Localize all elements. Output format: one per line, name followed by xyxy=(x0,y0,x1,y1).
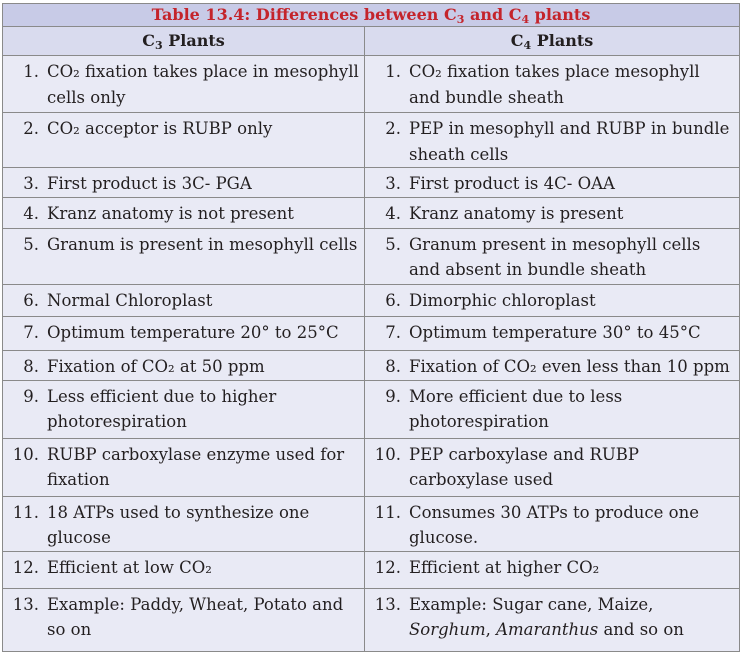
italic-species-name: Sorghum xyxy=(409,620,486,639)
table-row xyxy=(3,228,740,284)
c4-text: Efficient at higher CO₂ xyxy=(409,557,600,577)
c4-text: Example: Sugar cane, Maize, Sorghum, Amaranthus and so on xyxy=(409,594,684,639)
c4-text: Fixation of CO₂ even less than 10 ppm xyxy=(409,356,730,376)
c4-text: First product is 4C- OAA xyxy=(409,174,615,193)
table-row xyxy=(3,197,740,228)
row-number: 2. xyxy=(385,119,401,138)
c3-text: 18 ATPs used to synthesize one glucose xyxy=(47,502,310,547)
table-row xyxy=(3,168,740,198)
table-row xyxy=(3,56,740,113)
row-number: 7. xyxy=(385,322,401,342)
c4-text: Granum present in mesophyll cells and absent in bundle sheath xyxy=(409,234,701,279)
c3-text: Efficient at low CO₂ xyxy=(47,557,212,577)
c4-cell xyxy=(365,113,740,168)
table-row xyxy=(3,380,740,438)
c4-text: CO₂ fixation takes place mesophyll and bundle sheath xyxy=(409,62,700,107)
c3-text: CO₂ acceptor is RUBP only xyxy=(47,119,273,138)
table-row xyxy=(3,438,740,496)
c4-cell xyxy=(365,551,740,588)
column-header-row xyxy=(3,27,740,56)
row-number: 12. xyxy=(12,557,39,577)
c4-cell xyxy=(365,380,740,438)
row-number: 6. xyxy=(23,290,39,310)
table-row xyxy=(3,284,740,316)
c4-text: Optimum temperature 30° to 45°C xyxy=(409,322,701,342)
c3-cell xyxy=(3,168,365,198)
c3-cell xyxy=(3,316,365,350)
table-title: Table 13.4: Differences between $C_3$ and $C_4$ plants xyxy=(3,4,740,27)
row-number: 9. xyxy=(23,386,39,406)
row-number: 10. xyxy=(12,444,39,464)
row-number: 1. xyxy=(23,62,39,81)
c4-cell xyxy=(365,350,740,380)
row-number: 4. xyxy=(23,203,39,223)
c3-text: Optimum temperature 20° to 25°C xyxy=(47,322,339,342)
row-number: 5. xyxy=(385,234,401,254)
c3-cell xyxy=(3,113,365,168)
row-number: 4. xyxy=(385,203,401,223)
c4-cell xyxy=(365,197,740,228)
table-row xyxy=(3,350,740,380)
c3-text: RUBP carboxylase enzyme used for fixation xyxy=(47,444,345,489)
c3-c4-comparison-table xyxy=(2,3,740,652)
c4-text: PEP in mesophyll and RUBP in bundle sheath cells xyxy=(409,119,730,164)
italic-species-name: Amaranthus xyxy=(496,620,599,639)
c4-cell xyxy=(365,496,740,551)
c4-cell xyxy=(365,316,740,350)
row-number: 8. xyxy=(385,356,401,376)
c4-cell xyxy=(365,588,740,652)
c3-text: Fixation of CO₂ at 50 ppm xyxy=(47,356,265,376)
row-number: 11. xyxy=(374,502,401,522)
c3-text: CO₂ fixation takes place in mesophyll cells only xyxy=(47,62,359,107)
table-row xyxy=(3,113,740,168)
row-number: 2. xyxy=(23,119,39,138)
c3-text: Kranz anatomy is not present xyxy=(47,203,294,223)
c4-text: PEP carboxylase and RUBP carboxylase used xyxy=(409,444,640,489)
c3-cell xyxy=(3,588,365,652)
row-number: 3. xyxy=(23,174,39,193)
table-row xyxy=(3,551,740,588)
row-number: 3. xyxy=(385,174,401,193)
c3-cell xyxy=(3,496,365,551)
c3-text: First product is 3C- PGA xyxy=(47,174,252,193)
c4-text: More efficient due to less photorespiration xyxy=(409,386,623,431)
c3-cell xyxy=(3,350,365,380)
row-number: 8. xyxy=(23,356,39,376)
table-title-row xyxy=(3,4,740,27)
c3-cell xyxy=(3,438,365,496)
row-number: 13. xyxy=(374,594,401,614)
column-header-c4: $C_4$ Plants xyxy=(365,27,740,56)
column-header-c3: $C_3$ Plants xyxy=(3,27,365,56)
table-row xyxy=(3,496,740,551)
row-number: 1. xyxy=(385,62,401,81)
table-row xyxy=(3,316,740,350)
row-number: 6. xyxy=(385,290,401,310)
c4-text: Consumes 30 ATPs to produce one glucose. xyxy=(409,502,699,547)
c4-cell xyxy=(365,438,740,496)
c3-cell xyxy=(3,551,365,588)
c3-text: Less efficient due to higher photorespiration xyxy=(47,386,277,431)
c3-cell xyxy=(3,380,365,438)
c3-text: Normal Chloroplast xyxy=(47,290,213,310)
c4-cell xyxy=(365,56,740,113)
row-number: 12. xyxy=(374,557,401,577)
c3-cell xyxy=(3,56,365,113)
row-number: 11. xyxy=(12,502,39,522)
c3-cell xyxy=(3,284,365,316)
row-number: 7. xyxy=(23,322,39,342)
c3-text: Example: Paddy, Wheat, Potato and so on xyxy=(47,594,344,639)
c4-cell xyxy=(365,284,740,316)
c3-cell xyxy=(3,228,365,284)
c3-cell xyxy=(3,197,365,228)
c4-text: Dimorphic chloroplast xyxy=(409,290,596,310)
c4-text: Kranz anatomy is present xyxy=(409,203,624,223)
c3-text: Granum is present in mesophyll cells xyxy=(47,234,358,254)
row-number: 5. xyxy=(23,234,39,254)
table-row xyxy=(3,588,740,652)
row-number: 9. xyxy=(385,386,401,406)
c4-cell xyxy=(365,168,740,198)
c4-cell xyxy=(365,228,740,284)
row-number: 10. xyxy=(374,444,401,464)
row-number: 13. xyxy=(12,594,39,614)
